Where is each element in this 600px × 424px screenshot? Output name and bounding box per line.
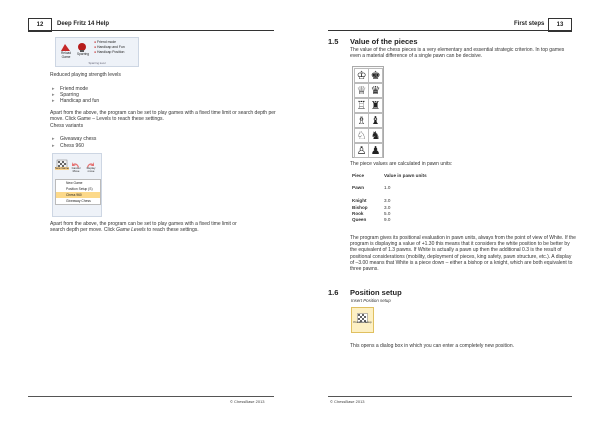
sparring-icon[interactable] — [76, 40, 89, 51]
section-number: 1.5 — [328, 37, 339, 46]
friend-mode-option[interactable]: ● Friend mode — [94, 40, 117, 44]
reload-game-label[interactable]: Reload Game — [60, 51, 72, 59]
section-title: Value of the pieces — [350, 37, 418, 46]
friend-mode-icon: ● — [94, 40, 97, 44]
white-pawn-icon: ♙ — [354, 143, 369, 158]
table-header-row — [352, 172, 427, 178]
paragraph: Apart from the above, the program can be set to play games with a fixed time limit or search depth per move. Click Game – Levels to reach these settings. — [50, 110, 276, 123]
black-king-icon: ♚ — [368, 68, 383, 83]
page-number: 13 — [548, 18, 572, 32]
replay-move-button[interactable]: Replay move — [86, 166, 96, 173]
table-cell: Queen — [352, 217, 367, 223]
variant-item: ▸ Giveaway chess — [60, 136, 96, 142]
section-intro: The value of the chess pieces is a very elementary and essential strategic criterion. In top games even a material difference of a single pawn can be decisive. — [350, 47, 565, 60]
ribbon-group-label: Sparring level — [88, 61, 106, 65]
sparring-options — [94, 40, 125, 55]
table-header-cell: Value in pawn units — [384, 172, 427, 178]
evaluation-paragraph: The program gives its positional evaluation in pawn units, always from the point of view of White. If the program is displaying a value of +1.30 this means that it considers the white position to be better by the equivalent of 1.3 pawns. If White is actually a pawn up then the additional 0.3 is the result of positional considerations (mobility, deployment of pieces, king safety, pawn structure, etc.). A display of –3.00 means that White is a piece down – either a bishop or a knight, which are both equivalent to three pawns. — [350, 235, 576, 273]
caption: Reduced playing strength levels — [50, 72, 121, 78]
table-cell: Rook — [352, 211, 364, 217]
menu-item-giveaway[interactable]: Giveaway Chess — [66, 199, 91, 203]
chess-pieces-graphic — [352, 66, 384, 158]
cancel-move-button[interactable]: Cancel Move — [71, 166, 81, 173]
variant-item: ▸ Chess 960 — [60, 143, 84, 149]
white-queen-icon: ♕ — [354, 83, 369, 98]
white-knight-icon: ♘ — [354, 128, 369, 143]
black-knight-icon: ♞ — [368, 128, 383, 143]
sparring-ribbon — [55, 37, 139, 67]
table-cell: 9.0 — [384, 217, 391, 223]
handicap-position-icon: ● — [94, 50, 97, 54]
undo-arrow-icon[interactable] — [71, 156, 81, 164]
running-title: Deep Fritz 14 Help — [57, 21, 110, 27]
units-line: The piece values are calculated in pawn units: — [350, 161, 453, 167]
table-cell: 5.0 — [384, 211, 391, 217]
black-bishop-icon: ♝ — [368, 113, 383, 128]
variants-label: Chess variants — [50, 123, 84, 129]
sparring-label[interactable]: Sparring — [76, 52, 90, 56]
paragraph-line: search depth per move. Click Game Levels to reach these settings. — [50, 227, 199, 233]
handicap-fun-option[interactable]: ● Handicap and Fun — [94, 45, 125, 49]
chessboard-icon — [357, 310, 368, 320]
header-rule — [28, 30, 274, 31]
footer-rule — [28, 396, 274, 397]
new-game-button[interactable]: New Game — [55, 166, 69, 170]
menu-item-new-game[interactable]: New Game — [66, 181, 83, 185]
position-setup-button[interactable] — [351, 307, 374, 333]
menu-path: Insert Position setup — [351, 298, 391, 303]
footer-rule — [328, 396, 572, 397]
white-rook-icon: ♖ — [354, 98, 369, 113]
right-page — [300, 0, 600, 424]
table-cell: 3.0 — [384, 198, 391, 204]
black-pawn-icon: ♟ — [368, 143, 383, 158]
footer-copyright: © ChessBase 2013 — [230, 399, 265, 404]
black-queen-icon: ♛ — [368, 83, 383, 98]
table-row — [352, 217, 427, 223]
footer-copyright: © ChessBase 2013 — [330, 399, 365, 404]
handicap-fun-icon: ● — [94, 45, 97, 49]
new-game-dropdown — [55, 179, 101, 205]
table-cell: Pawn — [352, 185, 364, 191]
reload-game-icon[interactable] — [59, 40, 72, 51]
position-setup-label: Position Setup — [353, 320, 372, 324]
table-cell: 3.0 — [384, 204, 391, 210]
level-item: ▸ Sparring — [60, 92, 79, 98]
black-rook-icon: ♜ — [368, 98, 383, 113]
menu-item-chess960[interactable]: Chess 960 — [56, 192, 100, 198]
position-setup-paragraph: This opens a dialog box in which you can enter a completely new position. — [350, 343, 514, 349]
handicap-position-option[interactable]: ● Handicap Position — [94, 50, 125, 54]
table-cell: 1.0 — [384, 185, 391, 191]
table-header-cell: Piece — [352, 172, 365, 178]
white-king-icon: ♔ — [354, 68, 369, 83]
running-title: First steps — [514, 21, 545, 27]
redo-arrow-icon[interactable] — [85, 156, 95, 164]
section-title: Position setup — [350, 288, 402, 297]
header-rule — [328, 30, 572, 31]
section-number: 1.6 — [328, 288, 339, 297]
page-number: 12 — [28, 18, 52, 32]
level-item: ▸ Friend mode — [60, 86, 88, 92]
new-game-menu — [52, 153, 102, 217]
table-cell: Bishop — [352, 204, 368, 210]
level-item: ▸ Handicap and fun — [60, 98, 99, 104]
white-bishop-icon: ♗ — [354, 113, 369, 128]
table-cell: Knight — [352, 198, 367, 204]
paragraph-line: Apart from the above, the program can be set to play games with a fixed time limit or — [50, 221, 237, 227]
new-game-icon[interactable] — [56, 156, 68, 166]
menu-item-position-setup[interactable]: Position Setup (S) — [66, 187, 93, 191]
piece-value-table — [352, 172, 427, 223]
